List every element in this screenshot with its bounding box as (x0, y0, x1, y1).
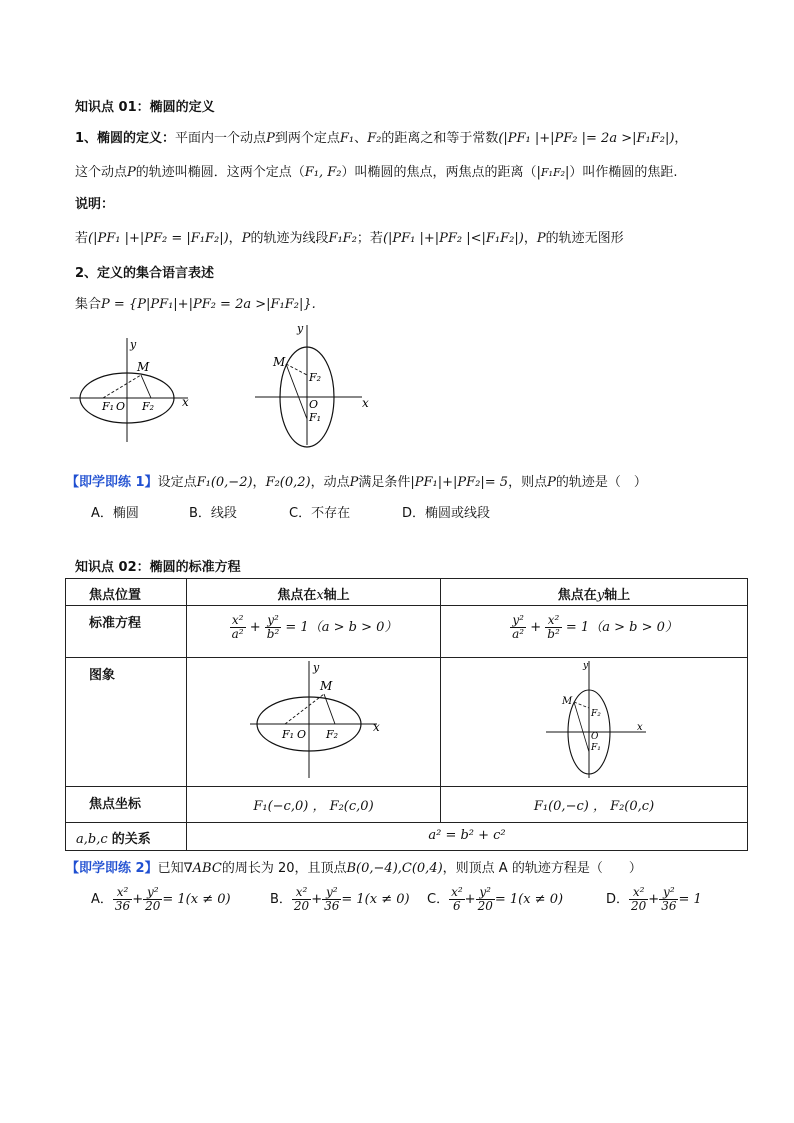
header-x-axis (187, 579, 441, 606)
practice1-option-b[interactable]: B．线段 (189, 506, 237, 521)
frac-den: 20 (477, 899, 493, 913)
frac-num: x² (629, 886, 648, 900)
label-m: M (320, 679, 333, 693)
label-m: M (273, 355, 286, 369)
practice1-condition: |PF₁|+|PF₂|= 5 (410, 475, 509, 490)
label-y: y (583, 661, 589, 671)
header-text: 轴上 (604, 588, 631, 603)
option-tail: = 1(x ≠ 0) (341, 892, 410, 907)
practice1-option-c[interactable]: C．不存在 (289, 506, 351, 521)
label-o: O (116, 400, 126, 413)
definition-text: 到两个定点 (274, 131, 340, 146)
section2-heading: 知识点 02：椭圆的标准方程 (75, 560, 241, 575)
practice2-option-c[interactable]: C． $\frac{\text{x²}}{6}$ + $\frac{\text{y²}}{20}$ = 1(x ≠ 0) (427, 885, 564, 913)
option-label: D． (606, 892, 630, 907)
note-label: 说明： (75, 197, 115, 212)
frac-den: 20 (145, 899, 161, 913)
header-text: 焦点在 (277, 588, 317, 603)
var-f2: F₂ (367, 131, 382, 146)
practice2-option-b[interactable]: B． $\frac{\text{x²}}{20}$ + $\frac{\text{y²}}{36}$ = 1(x ≠ 0) (270, 885, 410, 913)
note-text: ， (228, 231, 242, 246)
label-m: M (562, 696, 573, 707)
frac-den: 36 (661, 899, 677, 913)
header-text: 焦点在 (557, 588, 597, 603)
var-f1f2: F₁F₂ (328, 231, 357, 246)
note-text: 若 (75, 231, 89, 246)
separator: ， (252, 475, 266, 490)
frac-num: y² (476, 886, 495, 900)
label-m: M (137, 360, 150, 374)
definition-text: |）叫作椭圆的焦距. (565, 165, 678, 180)
frac-num: x² (113, 886, 132, 900)
set-title: 2、定义的集合语言表述 (75, 266, 215, 281)
relation-label: 的关系 (111, 832, 151, 847)
set-expression (75, 293, 316, 312)
definition-formula: (|PF₁ |+|PF₂ |= 2a >|F₁F₂|) (498, 131, 675, 146)
label-y: y (297, 322, 304, 335)
label-o: O (309, 398, 319, 411)
frac-num: y² (659, 886, 678, 900)
row-standard-equation: 标准方程 (66, 606, 187, 658)
var-f1: F₁ (339, 131, 355, 146)
set-label: 集合 (75, 297, 102, 312)
var-p: P (536, 231, 546, 246)
definition-text: 的轨迹叫椭圆．这两个定点（ (135, 165, 305, 180)
frac-den: 20 (293, 899, 310, 913)
header-text: 轴上 (323, 588, 350, 603)
separator: 、 (354, 131, 368, 146)
option-label: B． (270, 892, 292, 907)
label-x: x (182, 395, 189, 409)
definition-title: 1、椭圆的定义： (75, 131, 176, 146)
practice1-text: ，则点 (508, 475, 548, 490)
var-p: P (266, 131, 275, 146)
frac-num: y² (143, 886, 162, 900)
equation-x-axis: $\frac{\text{x²}}{\text{a²}}$ + $\frac{\text{y²}}{\text{b²}}$ = 1（a > b > 0） (187, 606, 441, 658)
note-formula1: (|PF₁ |+|PF₂ = |F₁F₂|) (88, 231, 229, 246)
practice1-question (66, 471, 647, 490)
var-p: P (241, 231, 251, 246)
row-graph: 图象 (66, 658, 187, 787)
equation-y-axis: $\frac{\text{y²}}{\text{a²}}$ + $\frac{\text{x²}}{\text{b²}}$ = 1（a > b > 0） (441, 606, 748, 658)
section1-heading: 知识点 01：椭圆的定义 (75, 100, 215, 115)
row-focus-coordinates: 焦点坐标 (66, 787, 187, 823)
option-tail: = 1(x ≠ 0) (494, 892, 564, 907)
set-formula: P = {P|PF₁|+|PF₂ = 2a >|F₁F₂|}. (101, 297, 316, 312)
definition-text: 的距离之和等于常数 (381, 131, 499, 146)
frac-den: 36 (114, 899, 131, 913)
frac-num: x² (292, 886, 311, 900)
practice1-tag: 【即学即练 1】 (66, 475, 158, 490)
vertices-bc: B(0,−4),C(0,4) (346, 861, 443, 876)
definition-text: 这个动点 (75, 165, 128, 180)
note-line (75, 227, 624, 246)
var-x: x (316, 588, 324, 603)
practice2-text: 已知 (157, 861, 184, 876)
abc-relation: a² = b² + c² (187, 823, 748, 851)
option-tail: = 1(x ≠ 0) (162, 892, 231, 907)
label-o: O (297, 728, 307, 741)
label-x: x (362, 396, 369, 410)
label-f2: F₂ (591, 709, 601, 719)
frac-den: 6 (453, 899, 461, 913)
table-ellipse-horizontal (187, 658, 440, 782)
practice1-text: 满足条件 (358, 475, 411, 490)
label-o: O (591, 732, 599, 742)
triangle-abc: ∇ABC (183, 861, 222, 876)
label-f2: F₂ (326, 728, 339, 741)
frac-den: 20 (631, 899, 647, 913)
label-x: x (637, 722, 643, 733)
var-y: y (596, 588, 605, 603)
label-f1: F₁ (309, 411, 322, 424)
var-abc: a,b,c (76, 832, 108, 847)
graph-y-axis-cell (441, 658, 748, 787)
var-p: P (547, 475, 556, 490)
practice2-question (66, 857, 642, 876)
definition-text: ）叫椭圆的焦点，两焦点的距离（| (341, 165, 541, 180)
definition-text: 平面内一个动点 (175, 131, 267, 146)
frac-num: y² (322, 886, 341, 900)
label-f1: F₁ (591, 743, 601, 753)
option-tail: = 1 (678, 892, 702, 907)
focus-coords-x: F₁(−c,0) ， F₂(c,0) (187, 787, 441, 823)
label-x: x (373, 720, 380, 734)
equation-condition: = 1（a > b > 0） (565, 620, 678, 635)
practice1-text: ，动点 (310, 475, 350, 490)
focus-coords-y: F₁(0,−c) ， F₂(0,c) (441, 787, 748, 823)
note-text: 的轨迹为线段 (250, 231, 329, 246)
note-text: ；若 (356, 231, 383, 246)
var-p: P (349, 475, 359, 490)
label-y: y (130, 338, 137, 351)
practice2-text: 的周长为 20，且顶点 (221, 861, 347, 876)
var-f1f2: F₁F₂ (540, 166, 565, 179)
ellipse-horizontal-figure (70, 332, 200, 447)
graph-x-axis-cell (187, 658, 441, 787)
header-focus-position: 焦点位置 (66, 579, 187, 606)
practice1-text: 的轨迹是（ ） (555, 475, 647, 490)
point-f1: F₁(0,−2) (196, 475, 253, 490)
label-f1: F₁ (102, 400, 115, 413)
note-text: 的轨迹无图形 (545, 231, 624, 246)
ellipse-vertical-figure (252, 320, 377, 450)
table-ellipse-vertical (441, 658, 747, 782)
option-label: C． (427, 892, 450, 907)
var-p: P (127, 165, 136, 180)
definition-line2 (75, 161, 678, 180)
practice2-option-a[interactable]: A． $\frac{\text{x²}}{36}$ + $\frac{\text{y²}}{20}$ = 1(x ≠ 0) (91, 885, 231, 913)
frac-num: x² (451, 885, 463, 899)
practice1-option-a[interactable]: A．椭圆 (91, 506, 139, 521)
label-f2: F₂ (142, 400, 155, 413)
var-foci: F₁, F₂ (304, 165, 342, 180)
label-f1: F₁ (282, 728, 295, 741)
frac-den: 36 (324, 899, 340, 913)
note-formula2: (|PF₁ |+|PF₂ |<|F₁F₂|) (382, 231, 524, 246)
label-f2: F₂ (309, 371, 322, 384)
practice2-option-d[interactable]: D． $\frac{\text{x²}}{20}$ + $\frac{\text{y²}}{36}$ = 1 (606, 885, 702, 913)
standard-equation-table (65, 578, 748, 851)
definition-line1: 1、椭圆的定义：平面内一个动点P到两个定点F₁、F₂的距离之和等于常数(|PF₁ |+|PF₂ |= 2a >|F₁F₂|)， (75, 131, 688, 146)
header-y-axis (441, 579, 748, 606)
practice2-tag: 【即学即练 2】 (66, 861, 158, 876)
label-y: y (313, 661, 320, 674)
practice1-text: 设定点 (157, 475, 197, 490)
equation-condition: = 1（a > b > 0） (285, 620, 398, 635)
practice1-option-d[interactable]: D．椭圆或线段 (402, 506, 491, 521)
option-label: A． (91, 892, 113, 907)
row-abc-relation (66, 823, 187, 851)
note-text: ， (523, 231, 537, 246)
practice2-text: ，则顶点 A 的轨迹方程是（ ） (442, 861, 642, 876)
point-f2: F₂(0,2) (265, 475, 311, 490)
